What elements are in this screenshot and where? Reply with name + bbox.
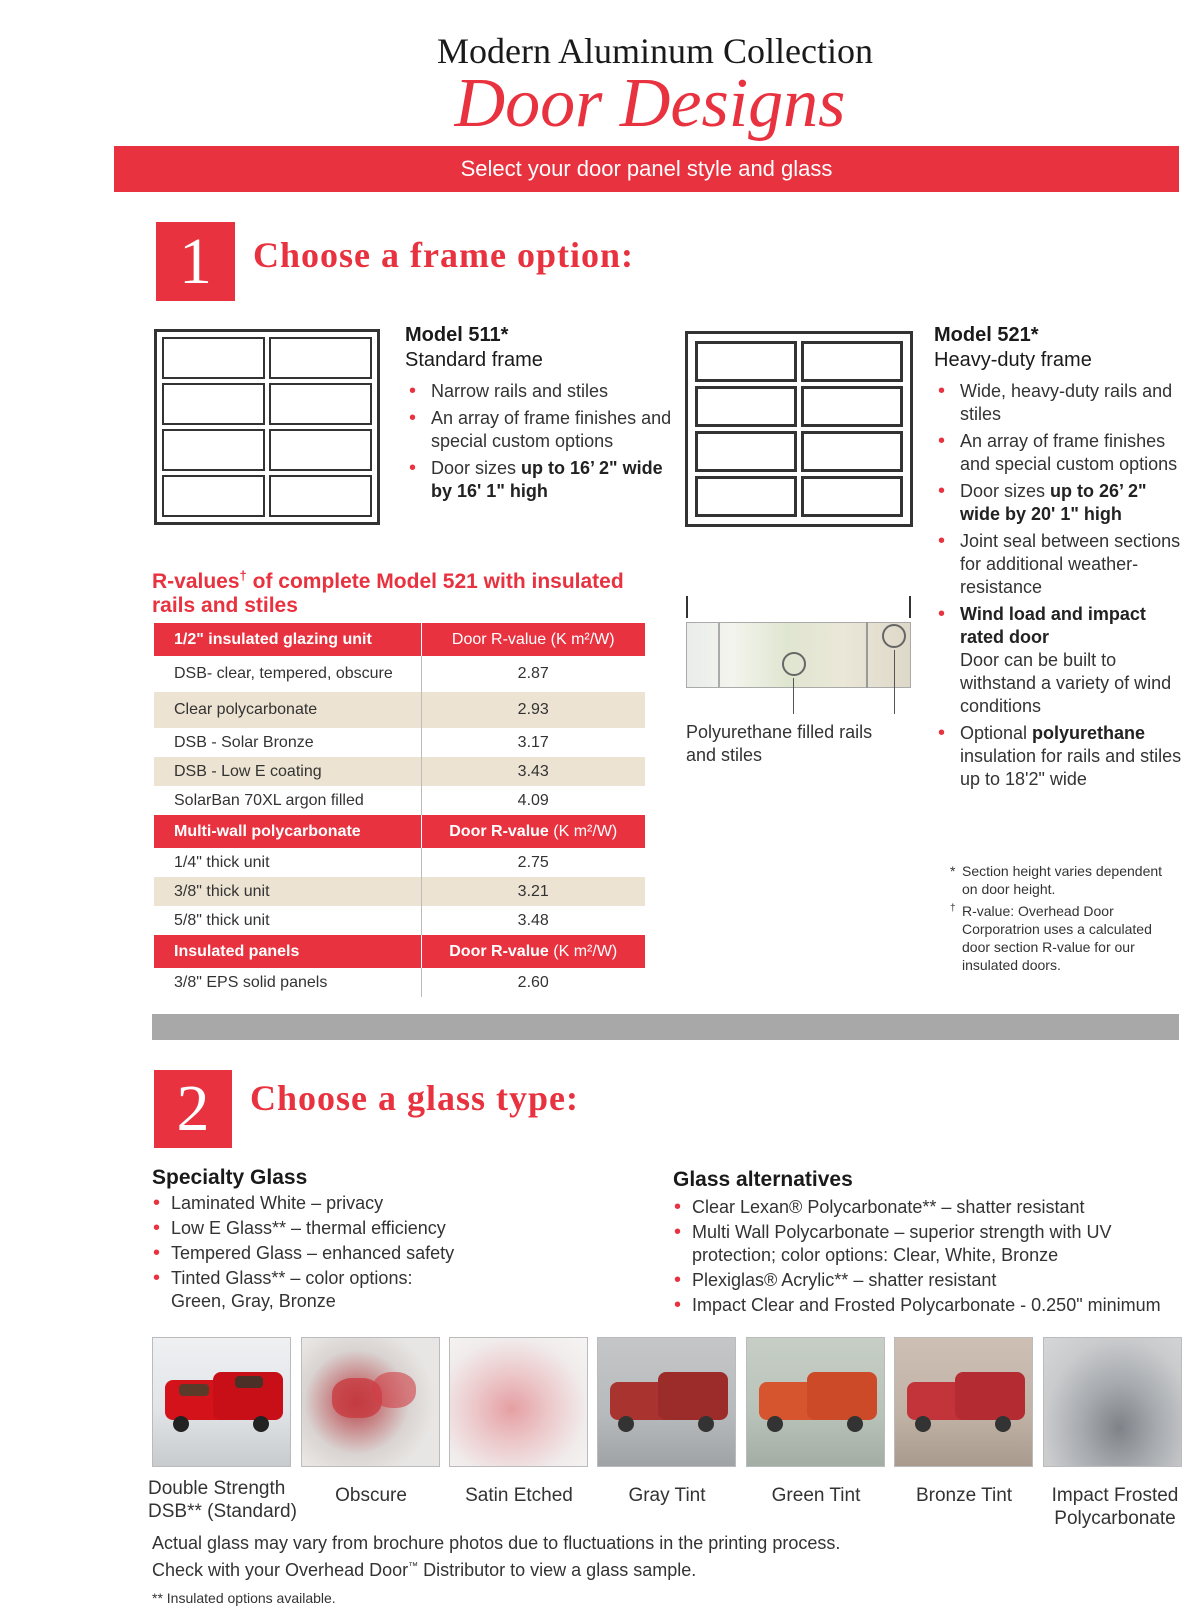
table-row: 3/8" thick unit 3.21 — [154, 877, 645, 906]
list-item: • Wind load and impact rated door Door can be built to withstand a variety of wind conditions — [934, 603, 1184, 718]
model-521-frame: Heavy-duty frame — [934, 349, 1092, 371]
caption-impact-frosted: Impact Frosted Polycarbonate — [1051, 1485, 1179, 1529]
collection-title: Modern Aluminum Collection — [437, 31, 873, 71]
section-caption: Polyurethane filled rails and stiles — [686, 722, 873, 765]
list-item: • Clear Lexan® Polycarbonate** – shatter resistant — [673, 1196, 1193, 1219]
table-row: SolarBan 70XL argon filled 4.09 — [154, 786, 645, 815]
table-row: DSB - Low E coating 3.43 — [154, 757, 645, 786]
model-521-features — [934, 380, 1184, 791]
step-1-badge — [156, 222, 235, 301]
list-item: • Narrow rails and stiles — [405, 380, 675, 403]
specialty-glass-heading: Specialty Glass — [152, 1166, 308, 1189]
step-1-title: Choose a frame option: — [253, 235, 634, 275]
model-511-name: Model 511* — [405, 324, 509, 346]
caption-obscure: Obscure — [335, 1485, 407, 1506]
swatch-double-strength — [152, 1337, 291, 1467]
print-disclaimer: Actual glass may vary from brochure photos due to fluctuations in the printing process. Check with your Overhead Door™ Distributor to view a glass sample. — [152, 1533, 841, 1580]
model-511-frame: Standard frame — [405, 349, 543, 371]
table-row: DSB - Solar Bronze 3.17 — [154, 728, 645, 757]
caption-bronze-tint: Bronze Tint — [915, 1485, 1013, 1506]
swatch-obscure — [301, 1337, 440, 1467]
table-row: 5/8" thick unit 3.48 — [154, 906, 645, 935]
list-item: • Multi Wall Polycarbonate – superior strength with UV protection; color options: Clear, White, Bronze — [673, 1221, 1153, 1267]
footnote-r-value: † R-value: Overhead Door Corporatrion uses a calculated door section R-value for our insulated doors. — [950, 903, 1152, 973]
table-row: 3/8" EPS solid panels 2.60 — [154, 968, 645, 997]
model-511-features — [405, 380, 675, 503]
glass-alternatives-list — [673, 1196, 1193, 1317]
insulated-note: ** Insulated options available. — [152, 1590, 336, 1606]
list-item: • Wide, heavy-duty rails and stiles — [934, 380, 1184, 426]
r-values-title: R-values† of complete Model 521 with insulated rails and stiles — [152, 568, 624, 617]
list-item: • Door sizes up to 16’ 2" wide by 16' 1" high — [405, 457, 675, 503]
table-header-row: 1/2" insulated glazing unit Door R-value (K m²/W) — [154, 623, 645, 656]
caption-satin-etched: Satin Etched — [465, 1485, 573, 1506]
list-item: • An array of frame finishes and special custom options — [934, 430, 1184, 476]
model-511-description — [405, 324, 675, 507]
r-values-table — [154, 623, 645, 997]
list-item: • Door sizes up to 26’ 2" wide by 20' 1" high — [934, 480, 1184, 526]
list-item: • Joint seal between sections for additional weather-resistance — [934, 530, 1184, 599]
specialty-glass-list — [152, 1192, 532, 1313]
glass-alternatives-heading: Glass alternatives — [673, 1168, 853, 1191]
table-row: DSB- clear, tempered, obscure 2.87 — [154, 656, 645, 692]
step-2-title: Choose a glass type: — [250, 1078, 580, 1118]
list-item: • Optional polyurethane insulation for rails and stiles up to 18'2" wide — [934, 722, 1184, 791]
model-521-name: Model 521* — [934, 324, 1039, 346]
caption-gray-tint: Gray Tint — [628, 1485, 706, 1506]
table-row: 1/4" thick unit 2.75 — [154, 848, 645, 877]
step-2-number: 2 — [176, 1072, 210, 1145]
swatch-green-tint — [746, 1337, 885, 1467]
list-item: • Impact Clear and Frosted Polycarbonate - 0.250" minimum — [673, 1294, 1193, 1317]
swatch-satin-etched — [449, 1337, 588, 1467]
list-item: • Tempered Glass – enhanced safety — [152, 1242, 532, 1265]
list-item: • An array of frame finishes and special custom options — [405, 407, 675, 453]
table-header-row: Multi-wall polycarbonate Door R-value (K m²/W) — [154, 815, 645, 848]
table-header-row: Insulated panels Door R-value (K m²/W) — [154, 935, 645, 968]
page-title: Door Designs — [454, 65, 846, 142]
caption-green-tint: Green Tint — [771, 1485, 861, 1506]
table-row: Clear polycarbonate 2.93 — [154, 692, 645, 728]
list-item: • Plexiglas® Acrylic** – shatter resistant — [673, 1269, 1193, 1292]
list-item: • Laminated White – privacy — [152, 1192, 532, 1215]
list-item: • Low E Glass** – thermal efficiency — [152, 1217, 532, 1240]
rail-section-illustration — [686, 596, 912, 718]
step-1-number: 1 — [179, 225, 212, 298]
swatch-impact-frosted — [1043, 1337, 1182, 1467]
step-2-badge — [154, 1070, 232, 1148]
specialty-glass — [152, 1166, 532, 1315]
footnotes — [950, 862, 1180, 974]
section-divider — [152, 1014, 1179, 1040]
glass-alternatives — [673, 1168, 1193, 1319]
model-521-door-illustration — [685, 331, 913, 527]
swatch-gray-tint — [597, 1337, 736, 1467]
list-item: • Tinted Glass** – color options: Green, Gray, Bronze — [152, 1267, 452, 1313]
caption-double-strength: Double Strength DSB** (Standard) — [148, 1478, 297, 1522]
model-511-door-illustration — [154, 329, 380, 525]
model-521-description — [934, 324, 1184, 795]
swatch-bronze-tint — [894, 1337, 1033, 1467]
footnote-section-height: * Section height varies dependent on door height. — [950, 863, 1163, 897]
banner: Select your door panel style and glass — [114, 146, 1179, 192]
